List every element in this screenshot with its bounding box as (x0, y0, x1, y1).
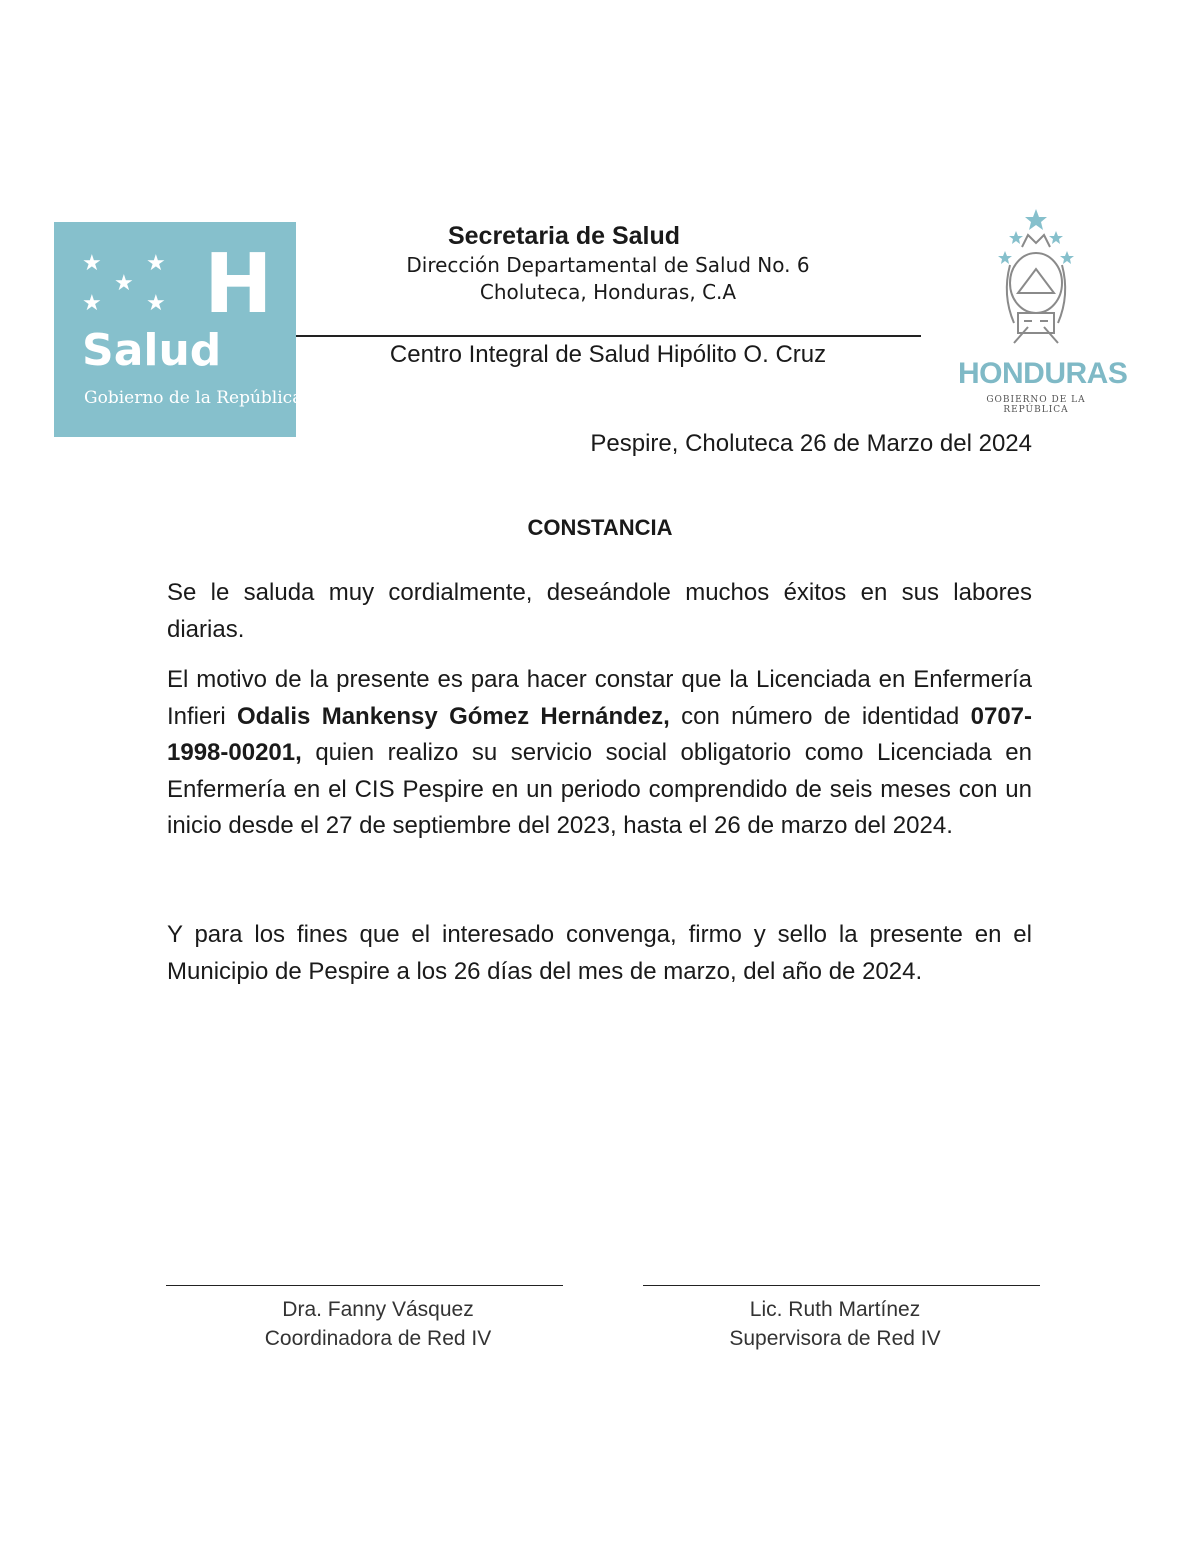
signature-line (643, 1285, 1040, 1286)
signature-block-left (168, 1295, 588, 1353)
star-icon: ★ (82, 250, 102, 275)
star-icon: ★ (82, 290, 102, 315)
signature-block-right (625, 1295, 1045, 1353)
header-direccion: Dirección Departamental de Salud No. 6 (406, 253, 810, 277)
header-divider (296, 335, 921, 337)
paragraph-text: El motivo de la presente es para hacer constar que la Licenciada en Enfermería Infieri (167, 666, 1032, 730)
honduras-logo-word: HONDURAS (958, 357, 1128, 390)
document-title: CONSTANCIA (527, 515, 673, 540)
header-center-name: Centro Integral de Salud Hipólito O. Cruz (389, 341, 827, 368)
star-icon: ★ (146, 290, 166, 315)
paragraph-text: con número de identidad (669, 702, 971, 730)
honduras-logo-subtitle: GOBIERNO DE LA REPÚBLICA (986, 395, 1086, 415)
salud-logo-letter: H (204, 237, 273, 332)
header-title: Secretaria de Salud (447, 222, 681, 250)
person-name: Odalis Mankensy Gómez Hernández, (237, 702, 670, 730)
paragraph-greeting: Se le saluda muy cordialmente, deseándole muchos éxitos en sus labores diarias. (167, 579, 1032, 643)
signer-role: Coordinadora de Red IV (264, 1327, 492, 1350)
signature-line (166, 1285, 563, 1286)
salud-logo-word: Salud (82, 325, 222, 376)
star-icon: ★ (114, 270, 134, 295)
signer-name: Lic. Ruth Martínez (749, 1298, 921, 1321)
honduras-logo (958, 205, 1128, 415)
identity-number: 0707-1998-00201, (167, 702, 1033, 766)
coat-of-arms-icon (958, 205, 1114, 355)
salud-logo (54, 222, 303, 437)
paragraph-closing: Y para los fines que el interesado convenga, firmo y sello la presente en el Municipio de Pespire a los 26 días del mes de marzo, del año de 2024. (167, 921, 1032, 985)
star-icon: ★ (146, 250, 166, 275)
paragraph-text: quien realizo su servicio social obligatorio como Licenciada en Enfermería en el CIS Pespire en un periodo comprendido de seis meses con un inicio desde el 27 de septiembre del 2023, hasta el 26 de marzo del 2024. (167, 739, 1032, 839)
header-city: Choluteca, Honduras, C.A (479, 280, 737, 304)
paragraph-motive (167, 662, 1032, 845)
salud-logo-subtitle: Gobierno de la República (84, 388, 303, 408)
signer-name: Dra. Fanny Vásquez (282, 1298, 474, 1321)
date-line: Pespire, Choluteca 26 de Marzo del 2024 (590, 430, 1032, 457)
signer-role: Supervisora de Red IV (729, 1327, 941, 1350)
